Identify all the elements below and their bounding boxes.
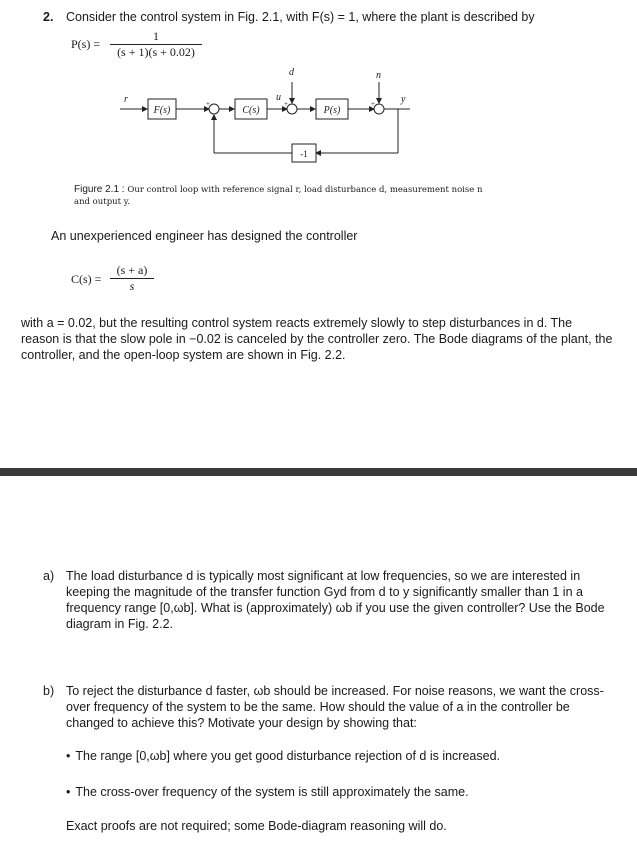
sum-junction-2	[287, 104, 297, 114]
block-P-label: P(s)	[323, 105, 341, 116]
plant-denominator: (s + 1)(s + 0.02)	[110, 44, 202, 60]
part-a-line4: diagram in Fig. 2.2.	[66, 617, 173, 631]
part-a-line3: frequency range [0,ωb]. What is (approximately) ωb if you use the given controller? Use the Bode	[66, 601, 605, 615]
problem-intro: Consider the control system in Fig. 2.1, with F(s) = 1, where the plant is described by	[66, 10, 535, 24]
part-b-line1: To reject the disturbance d faster, ωb should be increased. For noise reasons, we want the cross-	[66, 684, 604, 698]
part-a-text	[66, 568, 626, 632]
signal-d: d	[289, 67, 294, 78]
plant-fraction	[110, 29, 202, 60]
part-a-line2: keeping the magnitude of the transfer function Gyd from d to y significantly smaller than 1 in a	[66, 585, 583, 599]
part-b-text	[66, 683, 626, 731]
block-diagram	[110, 62, 430, 172]
controller-numerator: (s + a)	[116, 263, 148, 277]
svg-text:+: +	[371, 100, 375, 108]
controller-fraction	[110, 263, 154, 294]
part-b-bullet-1: • The range [0,ωb] where you get good disturbance rejection of d is increased.	[66, 748, 500, 764]
figure-caption	[74, 184, 482, 208]
signal-r: r	[124, 94, 128, 105]
figure-label: Figure 2.1 :	[74, 184, 125, 195]
part-b-label: b)	[43, 684, 55, 698]
part-b-line2: over frequency of the system to be the same. How should the value of a in the controller be	[66, 700, 570, 714]
svg-text:+: +	[284, 100, 288, 108]
controller-lhs: C(s) =	[71, 272, 102, 286]
controller-intro: An unexperienced engineer has designed the controller	[51, 229, 358, 243]
paragraph-line3: controller, and the open-loop system are shown in Fig. 2.2.	[21, 348, 346, 362]
part-b-line3: changed to achieve this? Motivate your design by showing that:	[66, 716, 417, 730]
block-C-label: C(s)	[242, 105, 260, 116]
signal-y: y	[401, 94, 406, 105]
part-b-bullet-2: • The cross-over frequency of the system is still approximately the same.	[66, 784, 469, 800]
sum-junction-1	[209, 104, 219, 114]
part-a-label: a)	[43, 569, 55, 583]
figure-caption-line2: and output y.	[74, 197, 131, 207]
figure-caption-line1: Our control loop with reference signal r, load disturbance d, measurement noise n	[127, 185, 483, 195]
block-gain-label: -1	[300, 149, 308, 159]
paragraph-line1: with a = 0.02, but the resulting control system reacts extremely slowly to step disturbances in d. The	[21, 316, 573, 330]
part-a-line1: The load disturbance d is typically most significant at low frequencies, so we are interested in	[66, 569, 581, 583]
sum-junction-3	[374, 104, 384, 114]
plant-numerator: 1	[153, 29, 159, 43]
plant-lhs: P(s) =	[71, 37, 101, 51]
controller-denominator: s	[110, 278, 154, 294]
svg-text:+: +	[206, 100, 210, 108]
signal-u: u	[276, 92, 281, 103]
paragraph-line2: reason is that the slow pole in −0.02 is canceled by the controller zero. The Bode diagrams of the plant, the	[21, 332, 613, 346]
block-F-label: F(s)	[153, 105, 171, 116]
problem-number: 2.	[43, 10, 54, 24]
explanation-paragraph	[21, 315, 621, 363]
page-divider	[0, 468, 637, 476]
part-b-closing: Exact proofs are not required; some Bode-diagram reasoning will do.	[66, 819, 447, 833]
signal-n: n	[376, 70, 381, 81]
